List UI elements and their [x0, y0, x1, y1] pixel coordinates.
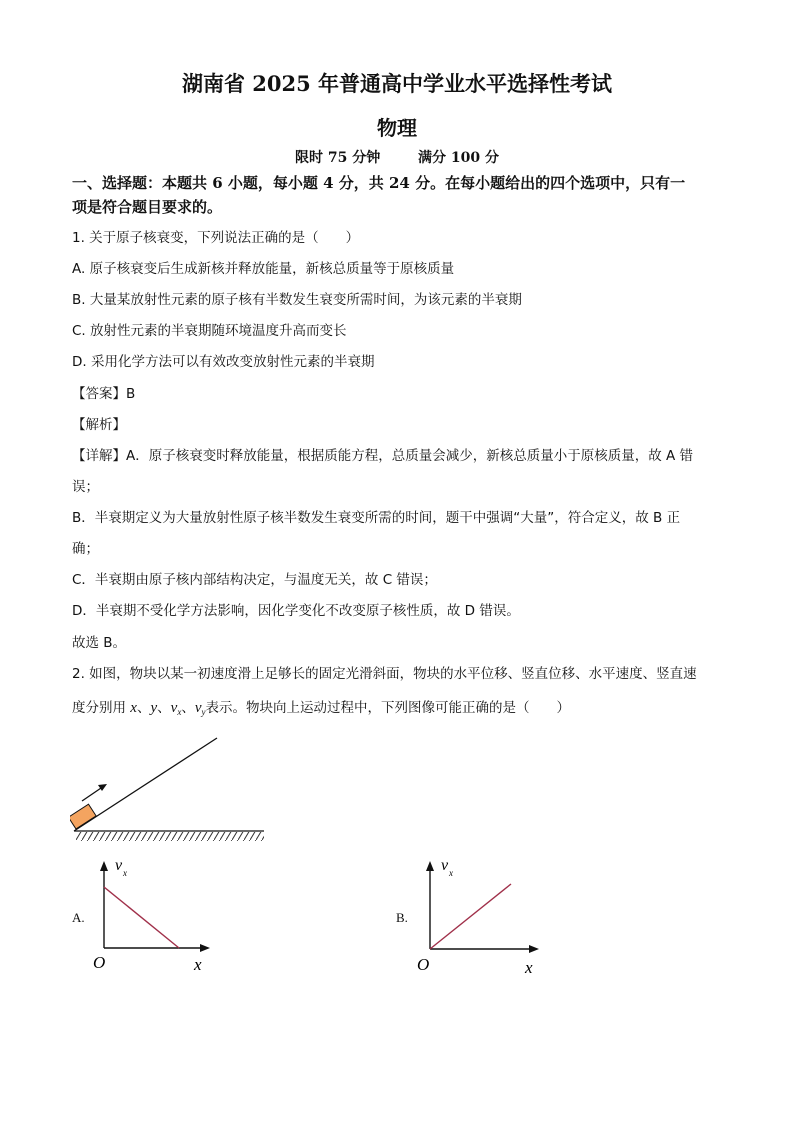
time-limit: 限时 75 分钟 — [295, 150, 381, 166]
graph-a-line — [104, 887, 179, 948]
var-vy: v — [194, 700, 202, 716]
exam-title: 湖南省 2025 年普通高中学业水平选择性考试 — [181, 71, 613, 96]
y-axis-arrow-icon — [100, 861, 108, 871]
separator: 、 — [136, 700, 151, 716]
y-axis-label: v — [115, 857, 123, 874]
y-axis-arrow-icon — [426, 861, 434, 871]
ground-hatch — [76, 832, 264, 841]
section-heading-line1: 一、选择题：本题共 6 小题，每小题 4 分，共 24 分。在每小题给出的四个选项中，只有一 — [72, 174, 686, 192]
x-axis-label: x — [194, 955, 202, 974]
x-axis-arrow-icon — [529, 945, 539, 953]
q1-option-a: A. 原子核衰变后生成新核并释放能量，新核总质量等于原核质量 — [72, 261, 455, 277]
var-y: y — [150, 700, 158, 716]
q1-option-c: C. 放射性元素的半衰期随环境温度升高而变长 — [72, 323, 347, 339]
q1-detail-line: 【详解】A．原子核衰变时释放能量，根据质能方程，总质量会减少，新核总质量小于原核质量，故 A 错 — [72, 448, 694, 464]
q2-stem-prefix: 度分别用 — [72, 700, 126, 716]
q1-detail-line: C．半衰期由原子核内部结构决定，与温度无关，故 C 错误； — [72, 572, 437, 588]
y-axis-subscript: x — [123, 868, 127, 878]
option-a-label: A. — [72, 910, 85, 925]
section-heading-line2: 项是符合题目要求的。 — [72, 198, 223, 216]
y-axis-subscript: x — [449, 868, 453, 878]
subject-title: 物理 — [377, 116, 417, 140]
option-b-label: B. — [396, 910, 408, 925]
q2-stem-line2 — [72, 696, 570, 717]
q1-detail-line: B．半衰期定义为大量放射性原子核半数发生衰变所需的时间，题干中强调“大量”，符合定义，故 B 正 — [72, 510, 681, 526]
q1-option-b: B. 大量某放射性元素的原子核有半数发生衰变所需时间，为该元素的半衰期 — [72, 292, 522, 308]
x-axis-arrow-icon — [200, 944, 210, 952]
origin-label: O — [93, 953, 106, 972]
var-vx-subscript: x — [177, 707, 182, 717]
separator: 、 — [157, 700, 171, 716]
separator: 、 — [181, 700, 195, 716]
q1-stem: 1. 关于原子核衰变，下列说法正确的是（ ） — [72, 230, 360, 246]
incline-surface — [74, 738, 217, 831]
q2-stem-suffix: 表示。物块向上运动过程中，下列图像可能正确的是（ ） — [205, 700, 570, 716]
origin-label: O — [417, 955, 430, 974]
graph-b-line — [430, 884, 511, 949]
q1-option-d: D. 采用化学方法可以有效改变放射性元素的半衰期 — [72, 354, 375, 370]
incline-figure — [70, 730, 270, 845]
q1-detail-line: 确； — [72, 541, 99, 557]
full-score: 满分 100 分 — [418, 150, 499, 166]
graph-a — [88, 852, 218, 977]
exam-info — [0, 147, 794, 167]
q1-detail-line: 故选 B。 — [72, 635, 127, 651]
y-axis-label: v — [441, 857, 449, 874]
var-vx: v — [170, 700, 178, 716]
q1-answer: 【答案】B — [72, 386, 136, 402]
x-axis-label: x — [525, 958, 533, 977]
var-x: x — [130, 700, 137, 716]
var-vy-subscript: y — [201, 707, 206, 717]
graph-b — [414, 852, 549, 980]
q1-detail-line: D．半衰期不受化学方法影响，因化学变化不改变原子核性质，故 D 错误。 — [72, 603, 520, 619]
q2-stem-line1: 2. 如图，物块以某一初速度滑上足够长的固定光滑斜面，物块的水平位移、竖直位移、水平速度、竖直速 — [72, 666, 697, 682]
q1-analysis-label: 【解析】 — [72, 417, 126, 433]
q1-detail-line: 误； — [72, 479, 99, 495]
